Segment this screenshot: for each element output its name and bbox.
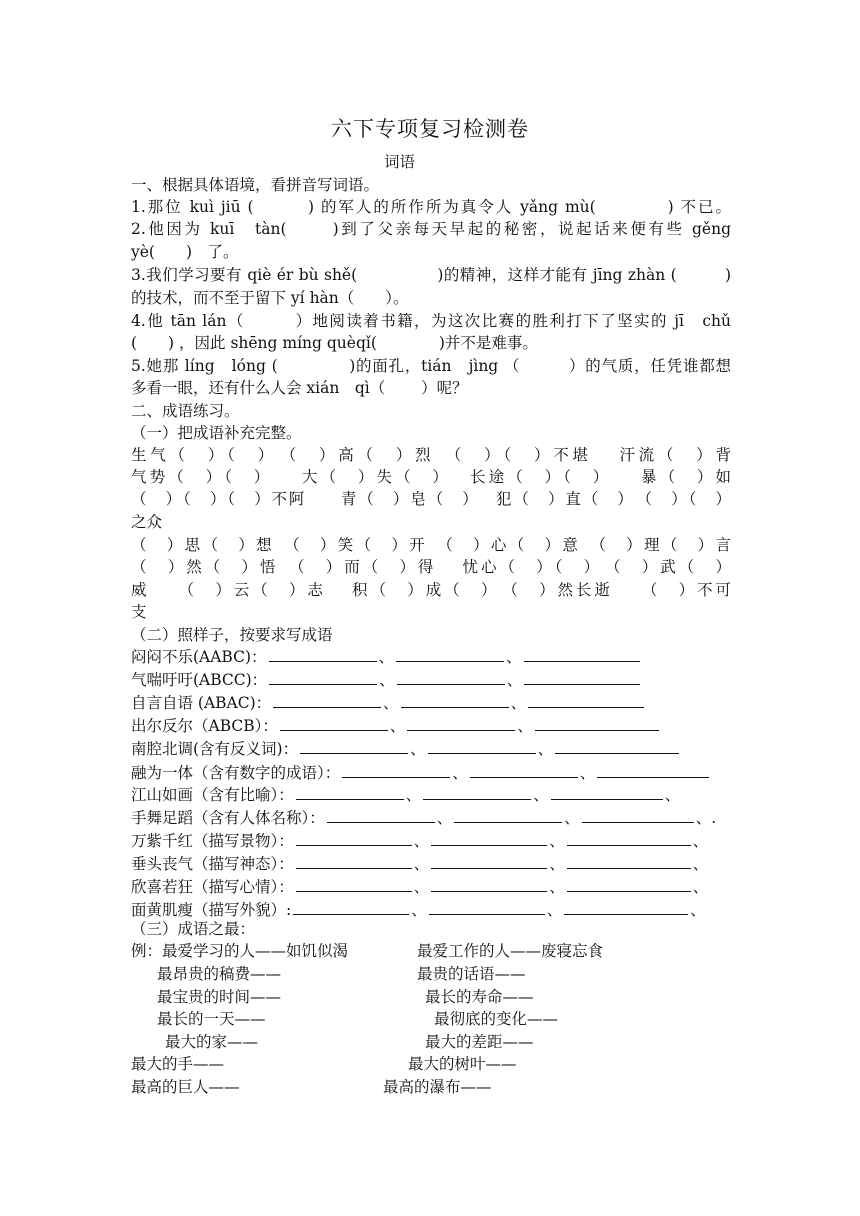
separator: 、 <box>410 740 426 758</box>
idiom-row-4: 之众 <box>131 513 163 531</box>
separator: 、 <box>549 878 565 896</box>
part2-heading: （二）照样子，按要求写成语 <box>131 626 333 644</box>
answer-blank[interactable] <box>407 716 515 731</box>
separator: 、 <box>413 832 430 850</box>
idiom-writing-label: 面黄肌瘦（描写外貌）: <box>131 901 292 919</box>
page-title: 六下专项复习检测卷 <box>331 117 529 141</box>
separator: 、 <box>405 786 422 804</box>
separator: 、 <box>510 694 527 712</box>
answer-blank[interactable] <box>293 900 409 915</box>
idiom-writing-row <box>131 784 731 806</box>
page-subtitle: 词语 <box>384 153 416 171</box>
answer-blank[interactable] <box>300 739 408 754</box>
answer-blank[interactable] <box>431 831 547 846</box>
idiom-writing-row <box>131 807 731 829</box>
answer-blank[interactable] <box>269 670 377 685</box>
separator: 、 <box>506 648 522 666</box>
answer-blank[interactable] <box>423 785 531 800</box>
question-4-line2: ( ) ，因此 shēng míng quèqǐ( )并不是难事。 <box>131 334 538 352</box>
question-1: 1.那位 kuì jiū ( ) 的军人的所作所为真令人 yǎng mù( ) 不已。 <box>131 198 731 216</box>
row-end-mark: 、 <box>690 901 706 919</box>
answer-blank[interactable] <box>524 647 640 662</box>
question-5-line2: 多看一眼，还有什么人会 xián qì（ ）呢？ <box>131 379 468 397</box>
idiom-row-6: （ ）然（ ）悟 （ ）而（ ）得 忧心（ ）（ ） （ ）武（ ） <box>131 558 731 576</box>
answer-blank[interactable] <box>470 763 578 778</box>
question-3-line1: 3.我们学习要有 qiè ér bù shě( )的精神，这样才能有 jīng zhàn ( ) <box>131 266 731 284</box>
answer-blank[interactable] <box>431 877 547 892</box>
separator: 、 <box>549 832 565 850</box>
idiom-writing-row <box>131 669 731 691</box>
idiom-writing-label: 闷闷不乐(AABC)： <box>131 648 267 666</box>
answer-blank[interactable] <box>567 831 691 846</box>
superlative-right-1: 最贵的话语—— <box>417 965 526 983</box>
example-left: 例：最爱学习的人——如饥似渴 <box>131 942 349 960</box>
answer-blank[interactable] <box>396 647 504 662</box>
part3-heading: （三）成语之最： <box>131 920 256 938</box>
separator: 、 <box>564 809 580 827</box>
row-end-mark: 、 <box>692 855 709 873</box>
separator: 、 <box>378 648 395 666</box>
superlative-right-2: 最长的寿命—— <box>425 988 534 1006</box>
idiom-writing-row <box>131 738 731 760</box>
superlative-left-4: 最大的家—— <box>165 1033 259 1051</box>
idiom-writing-row <box>131 876 731 898</box>
superlative-right-4: 最大的差距—— <box>425 1033 534 1051</box>
idiom-writing-label: 自言自语 (ABAC)： <box>131 694 272 712</box>
idiom-writing-label: 江山如画（含有比喻）： <box>131 786 294 804</box>
idiom-writing-row <box>131 692 731 714</box>
question-2-line2: yè( ) 了。 <box>131 243 239 261</box>
idiom-row-3: （ ）（ ）（ ）不阿 青（ ）皂（ ） 犯（ ）直（ ） （ ）（ ） <box>131 490 731 508</box>
answer-blank[interactable] <box>582 808 694 823</box>
answer-blank[interactable] <box>296 785 404 800</box>
separator: 、 <box>452 764 468 782</box>
answer-blank[interactable] <box>431 854 547 869</box>
idiom-writing-label: 南腔北调(含有反义词)： <box>131 740 299 758</box>
answer-blank[interactable] <box>269 647 377 662</box>
answer-blank[interactable] <box>524 670 640 685</box>
superlative-left-5: 最大的手—— <box>131 1055 225 1073</box>
row-end-mark: 、. <box>695 809 717 827</box>
separator: 、 <box>517 717 533 735</box>
idiom-row-2: 气势（ ）（ ） 大（ ）失（ ） 长途（ ）（ ） 暴（ ）如 <box>131 468 731 486</box>
superlative-right-3: 最彻底的变化—— <box>434 1010 559 1028</box>
answer-blank[interactable] <box>535 716 659 731</box>
answer-blank[interactable] <box>401 693 509 708</box>
row-end-mark: 、 <box>692 832 709 850</box>
answer-blank[interactable] <box>428 739 536 754</box>
superlative-left-3: 最长的一天—— <box>157 1010 266 1028</box>
superlative-left-2: 最宝贵的时间—— <box>157 988 282 1006</box>
separator: 、 <box>533 786 549 804</box>
answer-blank[interactable] <box>567 877 691 892</box>
idiom-row-1: 生气（ ）（ ） （ ）高（ ）烈 （ ）（ ）不堪 汗流（ ）背 <box>131 446 731 464</box>
superlative-right-5: 最大的树叶—— <box>408 1055 517 1073</box>
answer-blank[interactable] <box>564 900 688 915</box>
answer-blank[interactable] <box>327 808 435 823</box>
separator: 、 <box>413 855 430 873</box>
answer-blank[interactable] <box>567 854 691 869</box>
answer-blank[interactable] <box>597 763 709 778</box>
idiom-writing-label: 欣喜若狂（描写心情）： <box>131 878 294 896</box>
idiom-writing-label: 气喘吁吁(ABCC)： <box>131 671 268 689</box>
separator: 、 <box>579 764 596 782</box>
superlative-left-6: 最高的巨人—— <box>131 1078 240 1096</box>
separator: 、 <box>411 901 427 919</box>
row-end-mark: 、 <box>664 786 681 804</box>
answer-blank[interactable] <box>555 739 679 754</box>
separator: 、 <box>506 671 523 689</box>
question-5-line1: 5.她那 líng lóng ( )的面孔，tián jìng （ ）的气质，任凭谁都想 <box>131 357 731 375</box>
idiom-writing-label: 手舞足蹈（含有人体名称）： <box>131 809 325 827</box>
idiom-writing-row <box>131 646 731 668</box>
answer-blank[interactable] <box>342 763 450 778</box>
idiom-writing-label: 万紫千红（描写景物）： <box>131 832 294 850</box>
idiom-writing-label: 垂头丧气（描写神态）： <box>131 855 294 873</box>
separator: 、 <box>436 809 453 827</box>
section2-heading: 二、成语练习。 <box>131 402 240 420</box>
example-right: 最爱工作的人——废寝忘食 <box>417 942 604 960</box>
idiom-writing-row <box>131 762 731 784</box>
part1-heading: （一）把成语补充完整。 <box>131 424 302 442</box>
separator: 、 <box>537 740 554 758</box>
superlative-left-1: 最昂贵的稿费—— <box>157 965 282 983</box>
separator: 、 <box>383 694 399 712</box>
answer-blank[interactable] <box>296 831 412 846</box>
answer-blank[interactable] <box>551 785 663 800</box>
idiom-row-8: 支 <box>131 603 147 621</box>
idiom-row-5: （ ）思（ ）想 （ ）笑（ ）开 （ ）心（ ）意 （ ）理（ ）言 <box>131 536 731 554</box>
separator: 、 <box>389 717 406 735</box>
answer-blank[interactable] <box>296 854 412 869</box>
idiom-writing-label: 融为一体（含有数字的成语）： <box>131 764 341 782</box>
row-end-mark: 、 <box>692 878 709 896</box>
separator: 、 <box>379 671 395 689</box>
idiom-writing-row <box>131 830 731 852</box>
separator: 、 <box>413 878 430 896</box>
answer-blank[interactable] <box>454 808 562 823</box>
answer-blank[interactable] <box>528 693 644 708</box>
answer-blank[interactable] <box>397 670 505 685</box>
idiom-writing-label: 出尔反尔（ABCB）： <box>131 717 278 735</box>
separator: 、 <box>546 901 563 919</box>
question-3-line2: 的技术，而不至于留下 yí hàn（ ）。 <box>131 289 409 307</box>
question-2-line1: 2.他因为 kuī tàn( )到了父亲每天早起的秘密，说起话来便有些 gěng <box>131 220 731 238</box>
superlative-right-6: 最高的瀑布—— <box>383 1078 492 1096</box>
idiom-row-7: 威 （ ）云（ ）志 积（ ）成（ ） （ ）然长逝 （ ）不可 <box>131 581 731 599</box>
question-4-line1: 4.他 tān lán（ ）地阅读着书籍，为这次比赛的胜利打下了坚实的 jī chǔ <box>131 312 731 330</box>
answer-blank[interactable] <box>280 716 388 731</box>
answer-blank[interactable] <box>273 693 381 708</box>
answer-blank[interactable] <box>296 877 412 892</box>
answer-blank[interactable] <box>429 900 545 915</box>
idiom-writing-row <box>131 715 731 737</box>
section1-heading: 一、根据具体语境，看拼音写词语。 <box>131 176 380 194</box>
idiom-writing-row <box>131 853 731 875</box>
separator: 、 <box>549 855 565 873</box>
